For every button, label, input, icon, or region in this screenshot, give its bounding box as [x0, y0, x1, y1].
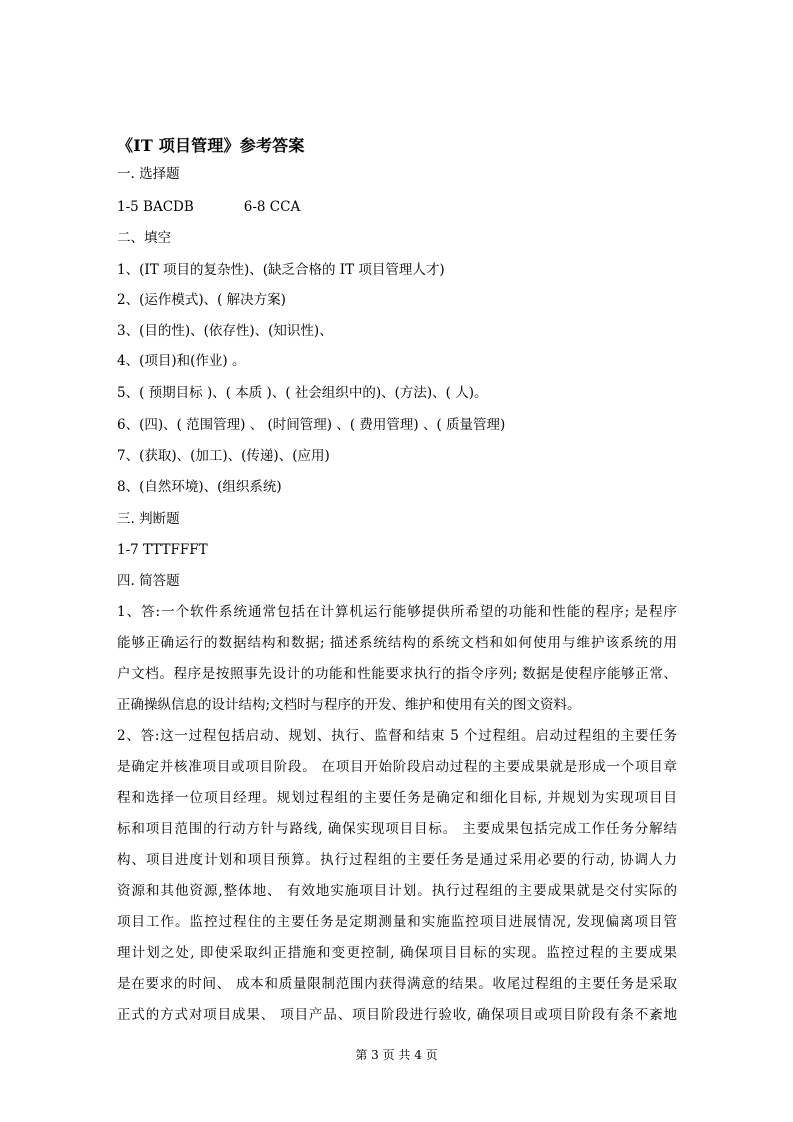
document-title: 《IT 项目管理》参考答案 [117, 136, 305, 155]
answer2-line: 资源和其他资源,整体地、 有效地实施项目计划。执行过程组的主要成果就是交付实际的 [117, 883, 677, 899]
fill-in-item-6: 6、(四)、( 范围管理) 、 (时间管理) 、( 费用管理) 、( 质量管理) [117, 417, 506, 433]
answer1-line: 能够正确运行的数据结构和数据; 描述系统结构的系统文档和如何使用与维护该系统的用 [117, 635, 677, 651]
short-answer-2 [117, 721, 677, 1031]
fill-in-item-7: 7、(获取)、(加工)、(传递)、(应用) [117, 448, 330, 464]
section-heading-short-answer: 四. 简答题 [117, 573, 180, 589]
multiple-choice-answers [117, 198, 300, 216]
section-heading-multiple-choice: 一. 选择题 [117, 166, 180, 182]
fill-in-item-4: 4、(项目)和(作业) 。 [117, 353, 246, 369]
true-false-answers: 1-7 TTTFFFT [117, 542, 208, 558]
answer2-line: 构、项目进度计划和项目预算。执行过程组的主要任务是通过采用必要的行动, 协调人力 [117, 852, 677, 868]
answer2-line: 正式的方式对项目成果、 项目产品、项目阶段进行验收, 确保项目或项目阶段有条不紊地 [117, 1007, 677, 1023]
fill-in-item-2: 2、(运作模式)、( 解决方案) [117, 292, 286, 308]
answer2-line: 理计划之处, 即使采取纠正措施和变更控制, 确保项目目标的实现。监控过程的主要成果 [117, 945, 677, 961]
answer2-line: 项目工作。监控过程住的主要任务是定期测量和实施监控项目进展情况, 发现偏离项目管 [117, 914, 677, 930]
answers-1-5: 1-5 BACDB [117, 199, 194, 215]
answer1-line: 户文档。程序是按照事先设计的功能和性能要求执行的指令序列; 数据是使程序能够正常、 [117, 666, 677, 682]
fill-in-item-5: 5、( 预期目标 )、( 本质 )、( 社会组织中的)、(方法)、( 人)。 [117, 385, 488, 401]
answer2-line: 是在要求的时间、 成本和质量限制范围内获得满意的结果。收尾过程组的主要任务是采取 [117, 976, 677, 992]
answer1-line: 1、答:一个软件系统通常包括在计算机运行能够提供所希望的功能和性能的程序; 是程序 [117, 604, 677, 620]
fill-in-item-8: 8、(自然环境)、(组织系统) [117, 479, 282, 495]
fill-in-item-1: 1、(IT 项目的复杂性)、(缺乏合格的 IT 项目管理人才) [117, 262, 445, 278]
page-footer: 第 3 页 共 4 页 [355, 1048, 438, 1062]
answer2-line: 是确定并核准项目或项目阶段。 在项目开始阶段启动过程的主要成果就是形成一个项目章 [117, 759, 677, 775]
answer2-line: 程和选择一位项目经理。规划过程组的主要任务是确定和细化目标, 并规划为实现项目目 [117, 790, 677, 806]
answers-6-8: 6-8 CCA [243, 199, 301, 215]
answer2-line: 2、答:这一过程包括启动、规划、执行、监督和结束 5 个过程组。启动过程组的主要任务 [117, 728, 677, 744]
section-heading-fill-in: 二、填空 [117, 230, 171, 246]
fill-in-item-3: 3、(目的性)、(依存性)、(知识性)、 [117, 323, 333, 339]
answer1-line: 正确操纵信息的设计结构;文档时与程序的开发、维护和使用有关的图文资料。 [117, 697, 581, 713]
answer2-line: 标和项目范围的行动方针与路线, 确保实现项目目标。 主要成果包括完成工作任务分解结 [117, 821, 677, 837]
short-answer-1 [117, 597, 677, 721]
section-heading-true-false: 三. 判断题 [117, 511, 180, 527]
